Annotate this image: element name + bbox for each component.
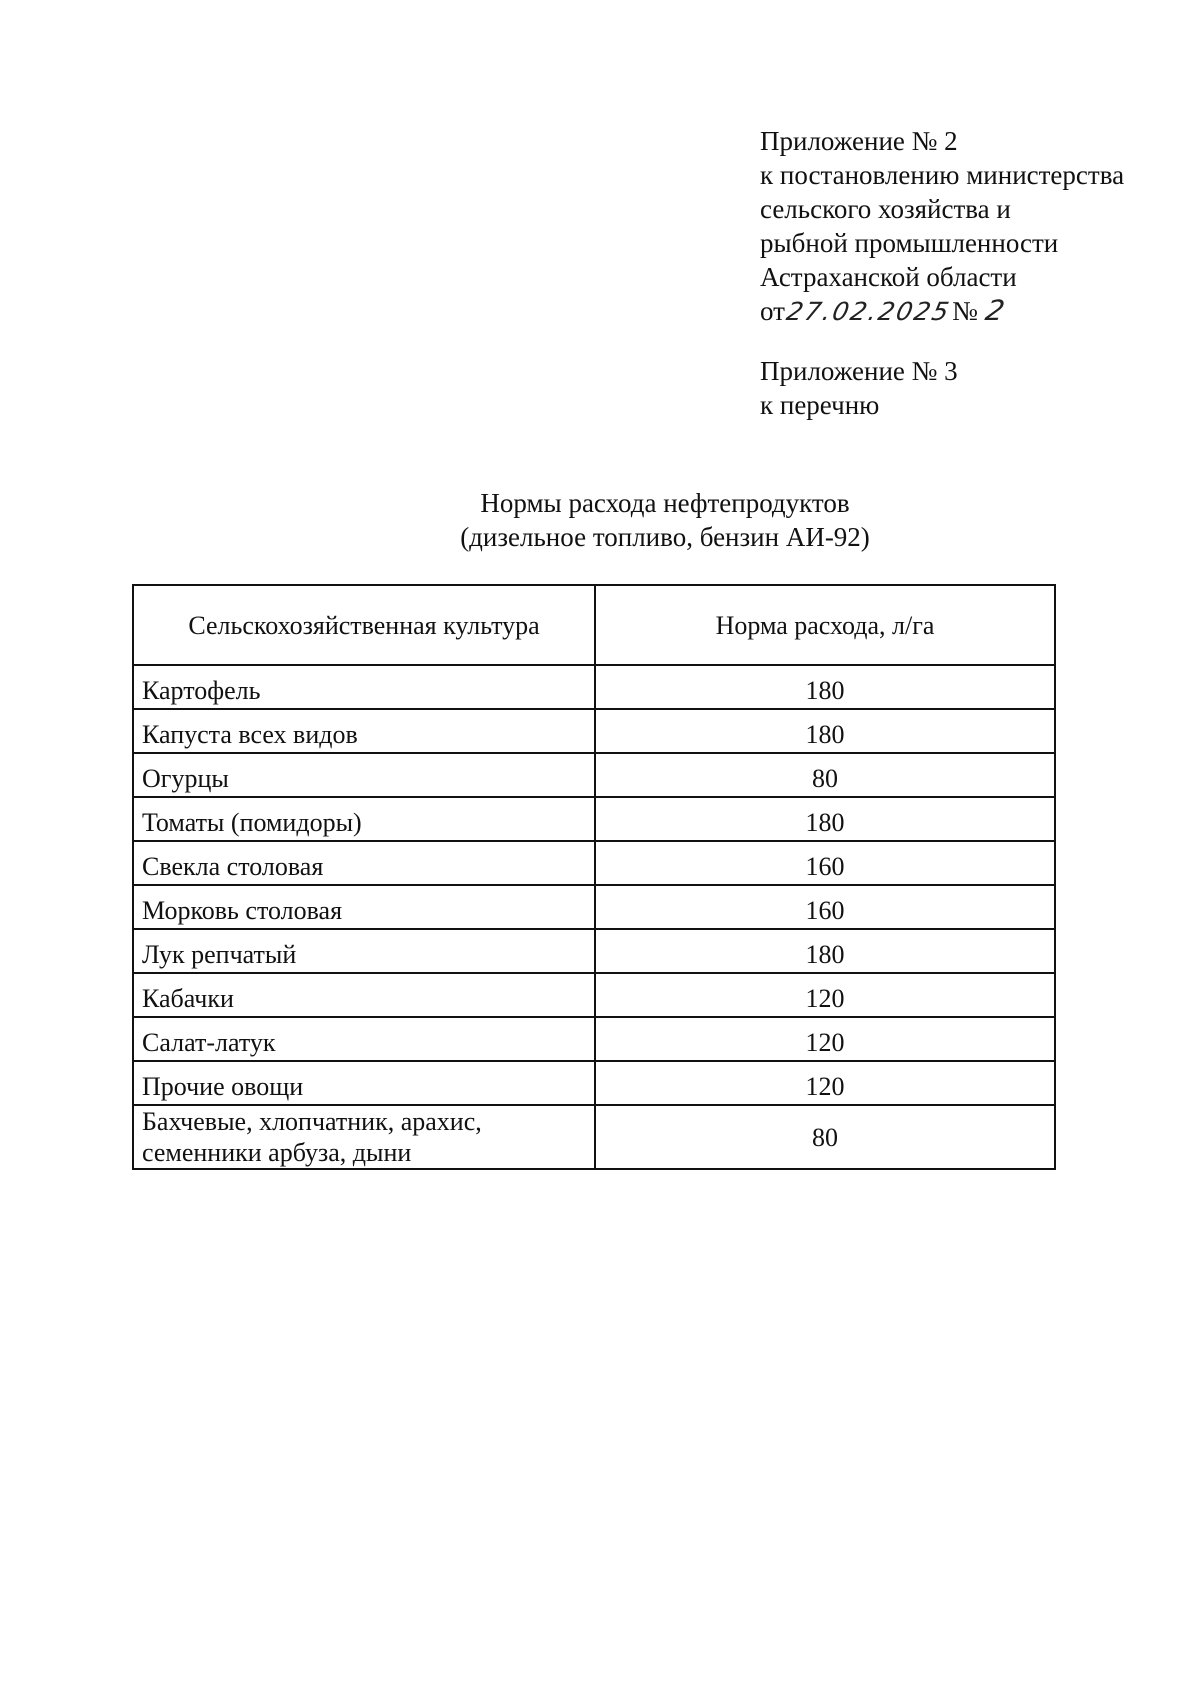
appendix-3-header [760, 354, 958, 422]
rate-cell: 180 [595, 709, 1055, 753]
table-row [133, 665, 1055, 709]
rate-cell: 180 [595, 929, 1055, 973]
crop-cell: Огурцы [133, 753, 595, 797]
title-line-1: Нормы расхода нефтепродуктов [480, 488, 850, 518]
handwritten-date: 27.02.2025 [783, 297, 954, 326]
number-label: № [952, 296, 978, 326]
rate-cell: 180 [595, 665, 1055, 709]
crop-cell: Лук репчатый [133, 929, 595, 973]
title-line-2: (дизельное топливо, бензин АИ-92) [460, 522, 870, 552]
table-row [133, 841, 1055, 885]
handwritten-number: 2 [982, 294, 1010, 327]
rate-cell: 180 [595, 797, 1055, 841]
appendix-3-line: к перечню [760, 390, 880, 420]
table-header-row [133, 585, 1055, 665]
table-row [133, 1105, 1055, 1169]
table-row [133, 1061, 1055, 1105]
crop-cell: Прочие овощи [133, 1061, 595, 1105]
rate-cell: 160 [595, 841, 1055, 885]
rate-cell: 80 [595, 1105, 1055, 1169]
table-row [133, 973, 1055, 1017]
crop-cell: Морковь столовая [133, 885, 595, 929]
crop-cell: Капуста всех видов [133, 709, 595, 753]
rate-cell: 120 [595, 1017, 1055, 1061]
table-row [133, 709, 1055, 753]
rate-cell: 120 [595, 1061, 1055, 1105]
table-row [133, 885, 1055, 929]
crop-cell: Бахчевые, хлопчатник, арахис, семенники арбуза, дыни [133, 1105, 595, 1169]
crop-cell: Томаты (помидоры) [133, 797, 595, 841]
appendix-2-line: к постановлению министерства [760, 160, 1125, 190]
table-row [133, 929, 1055, 973]
table-row [133, 1017, 1055, 1061]
crop-cell: Кабачки [133, 973, 595, 1017]
date-prefix: от [760, 296, 785, 326]
document-title [0, 486, 1200, 554]
crop-cell: Салат-латук [133, 1017, 595, 1061]
appendix-2-line: рыбной промышленности [760, 228, 1059, 258]
rate-cell: 160 [595, 885, 1055, 929]
crop-cell: Картофель [133, 665, 595, 709]
appendix-2-line: сельского хозяйства и [760, 194, 1011, 224]
fuel-norms-table [132, 584, 1056, 1170]
table-row [133, 753, 1055, 797]
appendix-2-line: Приложение № 2 [760, 126, 958, 156]
appendix-2-header [760, 124, 1124, 329]
appendix-2-date-line [760, 294, 1124, 329]
header-rate: Норма расхода, л/га [595, 585, 1055, 665]
appendix-2-line: Астраханской области [760, 262, 1017, 292]
appendix-3-line: Приложение № 3 [760, 356, 958, 386]
crop-cell: Свекла столовая [133, 841, 595, 885]
rate-cell: 120 [595, 973, 1055, 1017]
header-crop: Сельскохозяйственная культура [133, 585, 595, 665]
table-row [133, 797, 1055, 841]
rate-cell: 80 [595, 753, 1055, 797]
